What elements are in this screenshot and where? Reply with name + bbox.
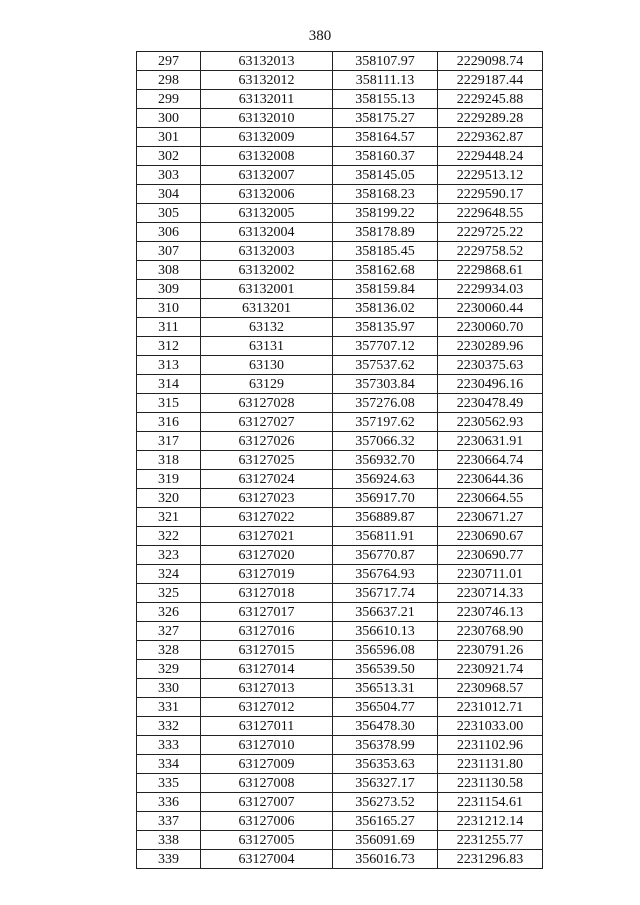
table-row [137, 128, 543, 147]
x-coordinate-cell: 357707.12 [333, 337, 438, 356]
x-coordinate-cell: 356016.73 [333, 850, 438, 869]
point-code-cell: 63127023 [201, 489, 333, 508]
point-code-cell: 63127019 [201, 565, 333, 584]
row-number-cell: 339 [137, 850, 201, 869]
table-row [137, 432, 543, 451]
row-number-cell: 335 [137, 774, 201, 793]
y-coordinate-cell: 2230478.49 [438, 394, 543, 413]
y-coordinate-cell: 2231102.96 [438, 736, 543, 755]
row-number-cell: 318 [137, 451, 201, 470]
x-coordinate-cell: 356596.08 [333, 641, 438, 660]
x-coordinate-cell: 358160.37 [333, 147, 438, 166]
row-number-cell: 307 [137, 242, 201, 261]
table-row [137, 489, 543, 508]
table-row [137, 318, 543, 337]
y-coordinate-cell: 2230562.93 [438, 413, 543, 432]
point-code-cell: 63132010 [201, 109, 333, 128]
row-number-cell: 302 [137, 147, 201, 166]
row-number-cell: 336 [137, 793, 201, 812]
x-coordinate-cell: 356924.63 [333, 470, 438, 489]
y-coordinate-cell: 2230664.74 [438, 451, 543, 470]
table-row [137, 736, 543, 755]
x-coordinate-cell: 356378.99 [333, 736, 438, 755]
row-number-cell: 315 [137, 394, 201, 413]
table-row [137, 850, 543, 869]
row-number-cell: 314 [137, 375, 201, 394]
y-coordinate-cell: 2230060.70 [438, 318, 543, 337]
point-code-cell: 63132011 [201, 90, 333, 109]
table-row [137, 223, 543, 242]
x-coordinate-cell: 358135.97 [333, 318, 438, 337]
table-row [137, 584, 543, 603]
y-coordinate-cell: 2230496.16 [438, 375, 543, 394]
x-coordinate-cell: 358175.27 [333, 109, 438, 128]
y-coordinate-cell: 2229448.24 [438, 147, 543, 166]
x-coordinate-cell: 356504.77 [333, 698, 438, 717]
x-coordinate-cell: 358168.23 [333, 185, 438, 204]
x-coordinate-cell: 356165.27 [333, 812, 438, 831]
row-number-cell: 313 [137, 356, 201, 375]
table-row [137, 261, 543, 280]
point-code-cell: 63127015 [201, 641, 333, 660]
row-number-cell: 297 [137, 52, 201, 71]
row-number-cell: 317 [137, 432, 201, 451]
row-number-cell: 310 [137, 299, 201, 318]
table-row [137, 717, 543, 736]
table-row [137, 812, 543, 831]
row-number-cell: 298 [137, 71, 201, 90]
x-coordinate-cell: 357197.62 [333, 413, 438, 432]
y-coordinate-cell: 2230714.33 [438, 584, 543, 603]
x-coordinate-cell: 357537.62 [333, 356, 438, 375]
coordinates-table [136, 51, 543, 869]
table-row [137, 166, 543, 185]
row-number-cell: 325 [137, 584, 201, 603]
y-coordinate-cell: 2230711.01 [438, 565, 543, 584]
coordinates-table-body [137, 52, 543, 869]
point-code-cell: 63132 [201, 318, 333, 337]
x-coordinate-cell: 356327.17 [333, 774, 438, 793]
y-coordinate-cell: 2229725.22 [438, 223, 543, 242]
y-coordinate-cell: 2231012.71 [438, 698, 543, 717]
x-coordinate-cell: 356353.63 [333, 755, 438, 774]
row-number-cell: 327 [137, 622, 201, 641]
table-row [137, 90, 543, 109]
point-code-cell: 63127013 [201, 679, 333, 698]
table-row [137, 527, 543, 546]
row-number-cell: 329 [137, 660, 201, 679]
y-coordinate-cell: 2230690.67 [438, 527, 543, 546]
x-coordinate-cell: 358178.89 [333, 223, 438, 242]
point-code-cell: 63132001 [201, 280, 333, 299]
x-coordinate-cell: 356917.70 [333, 489, 438, 508]
y-coordinate-cell: 2231296.83 [438, 850, 543, 869]
point-code-cell: 63127016 [201, 622, 333, 641]
table-row [137, 546, 543, 565]
row-number-cell: 330 [137, 679, 201, 698]
point-code-cell: 6313201 [201, 299, 333, 318]
row-number-cell: 326 [137, 603, 201, 622]
row-number-cell: 321 [137, 508, 201, 527]
y-coordinate-cell: 2229590.17 [438, 185, 543, 204]
row-number-cell: 306 [137, 223, 201, 242]
y-coordinate-cell: 2230631.91 [438, 432, 543, 451]
row-number-cell: 299 [137, 90, 201, 109]
point-code-cell: 63127007 [201, 793, 333, 812]
point-code-cell: 63127017 [201, 603, 333, 622]
table-row [137, 299, 543, 318]
y-coordinate-cell: 2229289.28 [438, 109, 543, 128]
point-code-cell: 63132013 [201, 52, 333, 71]
point-code-cell: 63131 [201, 337, 333, 356]
point-code-cell: 63127021 [201, 527, 333, 546]
table-row [137, 394, 543, 413]
x-coordinate-cell: 358136.02 [333, 299, 438, 318]
table-row [137, 679, 543, 698]
row-number-cell: 305 [137, 204, 201, 223]
point-code-cell: 63132003 [201, 242, 333, 261]
row-number-cell: 304 [137, 185, 201, 204]
table-row [137, 356, 543, 375]
x-coordinate-cell: 357066.32 [333, 432, 438, 451]
row-number-cell: 316 [137, 413, 201, 432]
point-code-cell: 63130 [201, 356, 333, 375]
row-number-cell: 309 [137, 280, 201, 299]
point-code-cell: 63127022 [201, 508, 333, 527]
x-coordinate-cell: 356770.87 [333, 546, 438, 565]
table-row [137, 755, 543, 774]
point-code-cell: 63127028 [201, 394, 333, 413]
point-code-cell: 63127005 [201, 831, 333, 850]
y-coordinate-cell: 2230768.90 [438, 622, 543, 641]
x-coordinate-cell: 356889.87 [333, 508, 438, 527]
point-code-cell: 63129 [201, 375, 333, 394]
row-number-cell: 319 [137, 470, 201, 489]
table-row [137, 793, 543, 812]
x-coordinate-cell: 356273.52 [333, 793, 438, 812]
y-coordinate-cell: 2230690.77 [438, 546, 543, 565]
row-number-cell: 337 [137, 812, 201, 831]
y-coordinate-cell: 2230791.26 [438, 641, 543, 660]
y-coordinate-cell: 2229513.12 [438, 166, 543, 185]
y-coordinate-cell: 2231212.14 [438, 812, 543, 831]
y-coordinate-cell: 2230664.55 [438, 489, 543, 508]
page-number: 380 [308, 28, 332, 44]
table-row [137, 660, 543, 679]
x-coordinate-cell: 358155.13 [333, 90, 438, 109]
row-number-cell: 300 [137, 109, 201, 128]
point-code-cell: 63132006 [201, 185, 333, 204]
y-coordinate-cell: 2230289.96 [438, 337, 543, 356]
point-code-cell: 63132012 [201, 71, 333, 90]
point-code-cell: 63132002 [201, 261, 333, 280]
table-row [137, 204, 543, 223]
table-row [137, 641, 543, 660]
point-code-cell: 63127025 [201, 451, 333, 470]
point-code-cell: 63127026 [201, 432, 333, 451]
x-coordinate-cell: 356637.21 [333, 603, 438, 622]
row-number-cell: 324 [137, 565, 201, 584]
x-coordinate-cell: 356717.74 [333, 584, 438, 603]
row-number-cell: 323 [137, 546, 201, 565]
table-row [137, 603, 543, 622]
y-coordinate-cell: 2229868.61 [438, 261, 543, 280]
y-coordinate-cell: 2229098.74 [438, 52, 543, 71]
y-coordinate-cell: 2229245.88 [438, 90, 543, 109]
table-row [137, 774, 543, 793]
row-number-cell: 334 [137, 755, 201, 774]
point-code-cell: 63127014 [201, 660, 333, 679]
point-code-cell: 63127004 [201, 850, 333, 869]
x-coordinate-cell: 356610.13 [333, 622, 438, 641]
y-coordinate-cell: 2231130.58 [438, 774, 543, 793]
x-coordinate-cell: 358111.13 [333, 71, 438, 90]
point-code-cell: 63132008 [201, 147, 333, 166]
x-coordinate-cell: 358164.57 [333, 128, 438, 147]
x-coordinate-cell: 358145.05 [333, 166, 438, 185]
x-coordinate-cell: 356091.69 [333, 831, 438, 850]
y-coordinate-cell: 2229934.03 [438, 280, 543, 299]
point-code-cell: 63132007 [201, 166, 333, 185]
point-code-cell: 63127012 [201, 698, 333, 717]
x-coordinate-cell: 357303.84 [333, 375, 438, 394]
y-coordinate-cell: 2231131.80 [438, 755, 543, 774]
table-row [137, 71, 543, 90]
y-coordinate-cell: 2231033.00 [438, 717, 543, 736]
point-code-cell: 63127008 [201, 774, 333, 793]
y-coordinate-cell: 2230060.44 [438, 299, 543, 318]
table-row [137, 622, 543, 641]
point-code-cell: 63132009 [201, 128, 333, 147]
row-number-cell: 322 [137, 527, 201, 546]
table-row [137, 280, 543, 299]
table-row [137, 185, 543, 204]
x-coordinate-cell: 358107.97 [333, 52, 438, 71]
table-row [137, 52, 543, 71]
y-coordinate-cell: 2230746.13 [438, 603, 543, 622]
table-row [137, 470, 543, 489]
table-row [137, 451, 543, 470]
x-coordinate-cell: 357276.08 [333, 394, 438, 413]
y-coordinate-cell: 2231154.61 [438, 793, 543, 812]
table-row [137, 413, 543, 432]
row-number-cell: 338 [137, 831, 201, 850]
y-coordinate-cell: 2230968.57 [438, 679, 543, 698]
table-row [137, 565, 543, 584]
point-code-cell: 63127006 [201, 812, 333, 831]
point-code-cell: 63127011 [201, 717, 333, 736]
point-code-cell: 63132004 [201, 223, 333, 242]
row-number-cell: 328 [137, 641, 201, 660]
table-row [137, 337, 543, 356]
x-coordinate-cell: 358199.22 [333, 204, 438, 223]
point-code-cell: 63127009 [201, 755, 333, 774]
x-coordinate-cell: 356932.70 [333, 451, 438, 470]
table-row [137, 831, 543, 850]
y-coordinate-cell: 2230375.63 [438, 356, 543, 375]
table-row [137, 109, 543, 128]
x-coordinate-cell: 356513.31 [333, 679, 438, 698]
row-number-cell: 312 [137, 337, 201, 356]
point-code-cell: 63127027 [201, 413, 333, 432]
table-row [137, 508, 543, 527]
y-coordinate-cell: 2230671.27 [438, 508, 543, 527]
table-row [137, 375, 543, 394]
point-code-cell: 63127010 [201, 736, 333, 755]
row-number-cell: 331 [137, 698, 201, 717]
table-row [137, 147, 543, 166]
point-code-cell: 63127020 [201, 546, 333, 565]
y-coordinate-cell: 2230921.74 [438, 660, 543, 679]
x-coordinate-cell: 358185.45 [333, 242, 438, 261]
x-coordinate-cell: 356764.93 [333, 565, 438, 584]
row-number-cell: 311 [137, 318, 201, 337]
x-coordinate-cell: 358162.68 [333, 261, 438, 280]
point-code-cell: 63127018 [201, 584, 333, 603]
row-number-cell: 308 [137, 261, 201, 280]
row-number-cell: 320 [137, 489, 201, 508]
table-row [137, 242, 543, 261]
point-code-cell: 63132005 [201, 204, 333, 223]
y-coordinate-cell: 2229362.87 [438, 128, 543, 147]
x-coordinate-cell: 356811.91 [333, 527, 438, 546]
row-number-cell: 333 [137, 736, 201, 755]
y-coordinate-cell: 2229187.44 [438, 71, 543, 90]
y-coordinate-cell: 2230644.36 [438, 470, 543, 489]
y-coordinate-cell: 2231255.77 [438, 831, 543, 850]
y-coordinate-cell: 2229648.55 [438, 204, 543, 223]
point-code-cell: 63127024 [201, 470, 333, 489]
row-number-cell: 303 [137, 166, 201, 185]
x-coordinate-cell: 358159.84 [333, 280, 438, 299]
x-coordinate-cell: 356539.50 [333, 660, 438, 679]
table-row [137, 698, 543, 717]
row-number-cell: 332 [137, 717, 201, 736]
y-coordinate-cell: 2229758.52 [438, 242, 543, 261]
x-coordinate-cell: 356478.30 [333, 717, 438, 736]
row-number-cell: 301 [137, 128, 201, 147]
